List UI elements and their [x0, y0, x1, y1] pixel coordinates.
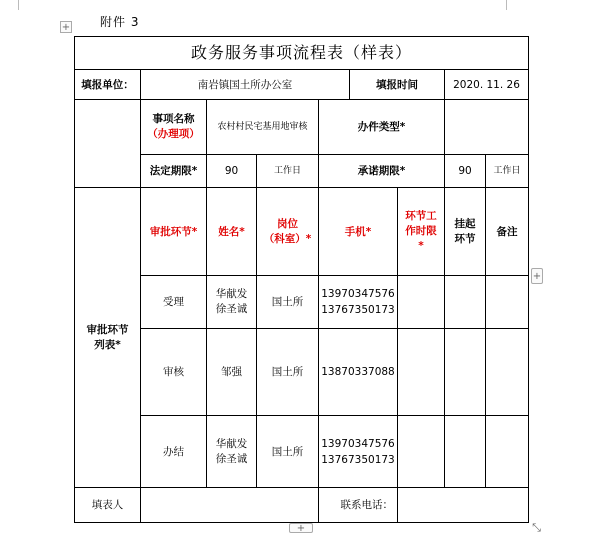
header-name: 姓名*: [207, 188, 257, 276]
add-row-button[interactable]: +: [289, 523, 313, 533]
row3-phone-1: 13970347576: [321, 437, 395, 450]
promised-limit-label: 承诺期限*: [319, 155, 445, 188]
header-post: [257, 188, 319, 276]
item-name-label-line1: 事项名称: [152, 113, 195, 125]
row2-step-time[interactable]: [398, 329, 445, 416]
filler-value[interactable]: [141, 488, 319, 523]
row2-suspend[interactable]: [445, 329, 486, 416]
row1-phone-2: 13767350173: [321, 304, 395, 316]
legal-limit-unit: 工作日: [257, 155, 319, 188]
row3-post[interactable]: 国土所: [257, 416, 319, 488]
row1-phone[interactable]: [319, 276, 398, 329]
row2-name-1: 邹强: [221, 365, 242, 378]
row1-name-1: 华献发: [215, 288, 248, 300]
add-column-button[interactable]: +: [531, 268, 543, 284]
page-margin-mark-left: [18, 0, 19, 10]
row1-post[interactable]: 国土所: [257, 276, 319, 329]
item-name-label: [141, 100, 207, 155]
form-title: 政务服务事项流程表（样表）: [75, 37, 529, 70]
row2-step: 审核: [141, 329, 207, 416]
row3-phone[interactable]: [319, 416, 398, 488]
row1-remark[interactable]: [486, 276, 529, 329]
approval-list-label-line2: 列表*: [94, 338, 121, 351]
fill-time-value[interactable]: 2020. 11. 26: [445, 70, 529, 100]
header-step-time: [398, 188, 445, 276]
row2-phone-1: 13870337088: [321, 366, 395, 378]
row1-step-time[interactable]: [398, 276, 445, 329]
item-name-value[interactable]: 农村村民宅基用地审核: [207, 100, 319, 155]
row1-step: 受理: [141, 276, 207, 329]
header-remark: 备注: [486, 188, 529, 276]
legal-limit-value[interactable]: 90: [207, 155, 257, 188]
attachment-label: 附件 3: [100, 15, 140, 29]
row3-phone-2: 13767350173: [321, 453, 395, 466]
row3-name-1: 华献发: [215, 437, 248, 450]
header-suspend-line2: 环节: [454, 232, 476, 245]
header-step: 审批环节*: [141, 188, 207, 276]
fill-unit-label: 填报单位：: [75, 70, 141, 100]
row2-post[interactable]: 国土所: [257, 329, 319, 416]
row2-name[interactable]: [207, 329, 257, 416]
header-suspend-line1: 挂起: [454, 217, 476, 230]
header-step-time-line2: 作时限: [405, 225, 437, 237]
row3-step-time[interactable]: [398, 416, 445, 488]
row3-remark[interactable]: [486, 416, 529, 488]
row1-suspend[interactable]: [445, 276, 486, 329]
header-post-line1: 岗位: [277, 217, 298, 230]
row3-suspend[interactable]: [445, 416, 486, 488]
handling-type-value[interactable]: [445, 100, 529, 155]
row1-name[interactable]: [207, 276, 257, 329]
fill-unit-value[interactable]: 南岩镇国土所办公室: [141, 70, 350, 100]
page-margin-mark-right: [506, 0, 507, 10]
approval-list-label-line1: 审批环节: [86, 323, 129, 336]
row3-name-2: 徐圣诚: [215, 452, 248, 465]
row2-remark[interactable]: [486, 329, 529, 416]
row1-phone-1: 13970347576: [321, 288, 395, 300]
row3-name[interactable]: [207, 416, 257, 488]
row2-phone[interactable]: [319, 329, 398, 416]
header-post-line2: （科室）*: [263, 232, 312, 245]
fill-time-label: 填报时间: [350, 70, 445, 100]
process-form-table: [74, 36, 529, 523]
handling-type-label: 办件类型*: [319, 100, 445, 155]
contact-label: 联系电话：: [319, 488, 398, 523]
header-phone: 手机*: [319, 188, 398, 276]
blank-cell: [75, 100, 141, 188]
promised-limit-value[interactable]: 90: [445, 155, 486, 188]
filler-label: 填表人: [75, 488, 141, 523]
table-resize-icon[interactable]: ⤡: [532, 521, 541, 534]
legal-limit-label: 法定期限*: [141, 155, 207, 188]
header-step-time-line3: *: [418, 240, 424, 252]
header-suspend-step: [445, 188, 486, 276]
row3-step: 办结: [141, 416, 207, 488]
row1-name-2: 徐圣诚: [215, 303, 248, 315]
item-name-label-line2: （办理项）: [147, 128, 200, 140]
contact-value[interactable]: [398, 488, 529, 523]
header-step-time-line1: 环节工: [405, 210, 437, 222]
table-move-handle-icon[interactable]: +: [61, 22, 71, 33]
approval-list-label: [75, 188, 141, 488]
promised-limit-unit: 工作日: [486, 155, 529, 188]
